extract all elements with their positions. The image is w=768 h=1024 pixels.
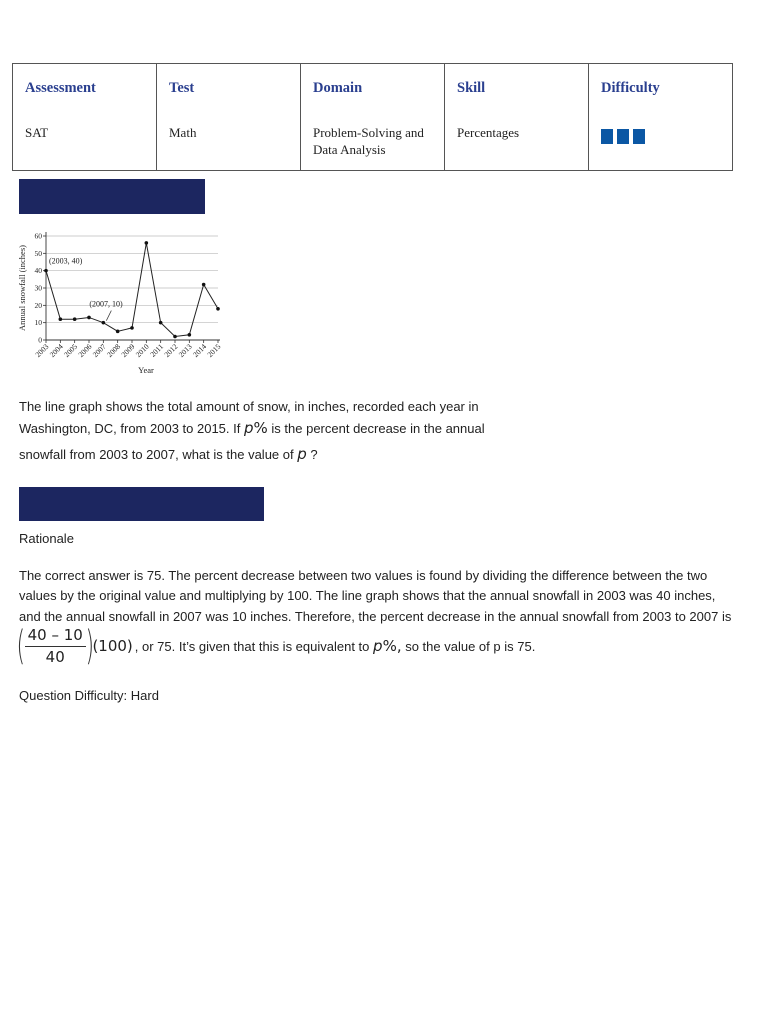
difficulty-bar [601,129,613,144]
question-text-segment: is the percent decrease in the annual [271,421,485,436]
x-tick-label: 2009 [119,342,137,360]
right-paren: ) [85,623,94,669]
variable-p: p [373,637,383,655]
test-value: Math [169,125,197,140]
data-point [159,321,163,325]
question-text-segment: Washington, DC, from 2003 to 2015. If [19,421,241,436]
test-cell [157,64,301,171]
x-tick-label: 2010 [133,342,151,360]
x-tick-label: 2015 [205,342,223,360]
variable-p: p [243,419,254,437]
x-tick-label: 2007 [90,342,108,360]
difficulty-bar [633,129,645,144]
assessment-value: SAT [25,125,49,140]
fraction-denominator: 40 [45,648,65,666]
variable-p: p [297,445,307,463]
data-point [87,316,91,320]
difficulty-header: Difficulty [601,80,660,96]
rationale-tail-text: , or 75. It’s given that this is equivalent to [134,638,370,654]
rationale-line-3: and the annual snowfall in 2007 was 10 inches. Therefore, the percent decrease in the annual snowfall from 2003 to 2007 is [19,609,732,624]
fraction-numerator: 40 – 10 [25,626,86,647]
y-tick-label: 0 [38,335,42,345]
skill-header: Skill [457,80,486,96]
y-tick-label: 50 [34,248,42,258]
annotation-leader [106,311,111,321]
question-text-line-2 [19,419,485,437]
rationale-label: Rationale [19,531,74,546]
rationale-line-1: The correct answer is 75. The percent decrease between two values is found by dividing the difference between the two [19,568,708,583]
fraction [25,626,86,666]
domain-value: Problem-Solving and Data Analysis [313,125,424,157]
skill-value: Percentages [457,125,520,140]
x-axis-label: Year [138,365,154,375]
snowfall-line-chart [16,226,228,378]
left-paren: ( [16,623,26,669]
data-point [116,330,120,334]
y-tick-label: 40 [34,266,42,276]
x-tick-label: 2008 [105,342,123,360]
data-point [145,241,149,245]
x-tick-label: 2003 [33,342,51,360]
question-difficulty-line: Question Difficulty: Hard [19,688,159,703]
question-mark: ? [310,447,318,462]
data-point [173,335,177,339]
question-metadata-table [12,63,733,171]
skill-cell [445,64,589,171]
data-point [202,283,206,287]
y-tick-label: 10 [34,318,42,328]
question-header-band [19,179,205,214]
domain-header: Domain [313,80,363,96]
x-tick-label: 2011 [148,342,166,359]
y-tick-label: 30 [34,283,42,293]
x-tick-label: 2012 [162,342,180,360]
domain-cell [301,64,445,171]
annotation-label: (2007, 10) [89,299,123,309]
x-tick-label: 2005 [62,342,80,360]
assessment-header: Assessment [25,80,96,96]
question-text-line-1: The line graph shows the total amount of snow, in inches, recorded each year in [19,399,479,414]
difficulty-bar [617,129,629,144]
answer-header-band [19,487,264,521]
y-tick-label: 60 [34,231,42,241]
data-point [44,269,48,273]
data-point [130,326,134,330]
question-text-line-3 [19,445,318,463]
data-point [102,321,106,325]
rationale-tail-text: so the value of p is 75. [405,638,536,654]
difficulty-indicator [601,129,732,144]
percent-sign: % [253,419,268,437]
data-point [59,317,63,321]
annotation-label: (2003, 40) [49,256,83,266]
data-point [188,333,192,337]
rationale-line-2: values by the original value and multiplying by 100. The line graph shows that the annual snowfall in 2003 was 40 inches, [19,588,716,603]
rationale-formula-line [17,624,535,668]
difficulty-cell [589,64,733,171]
x-tick-label: 2004 [47,342,65,360]
multiplier: (100) [92,637,133,655]
x-tick-label: 2006 [76,342,94,360]
assessment-cell [13,64,157,171]
question-text-segment: snowfall from 2003 to 2007, what is the value of [19,447,294,462]
x-tick-label: 2013 [176,342,194,360]
test-header: Test [169,80,195,96]
snowfall-line-chart-svg [16,226,228,378]
x-tick-label: 2014 [191,342,209,360]
y-axis-label: Annual snowfall (inches) [17,245,27,331]
percent-sign: %, [382,637,402,655]
data-point [73,317,77,321]
y-tick-label: 20 [34,300,42,310]
data-point [216,307,220,311]
